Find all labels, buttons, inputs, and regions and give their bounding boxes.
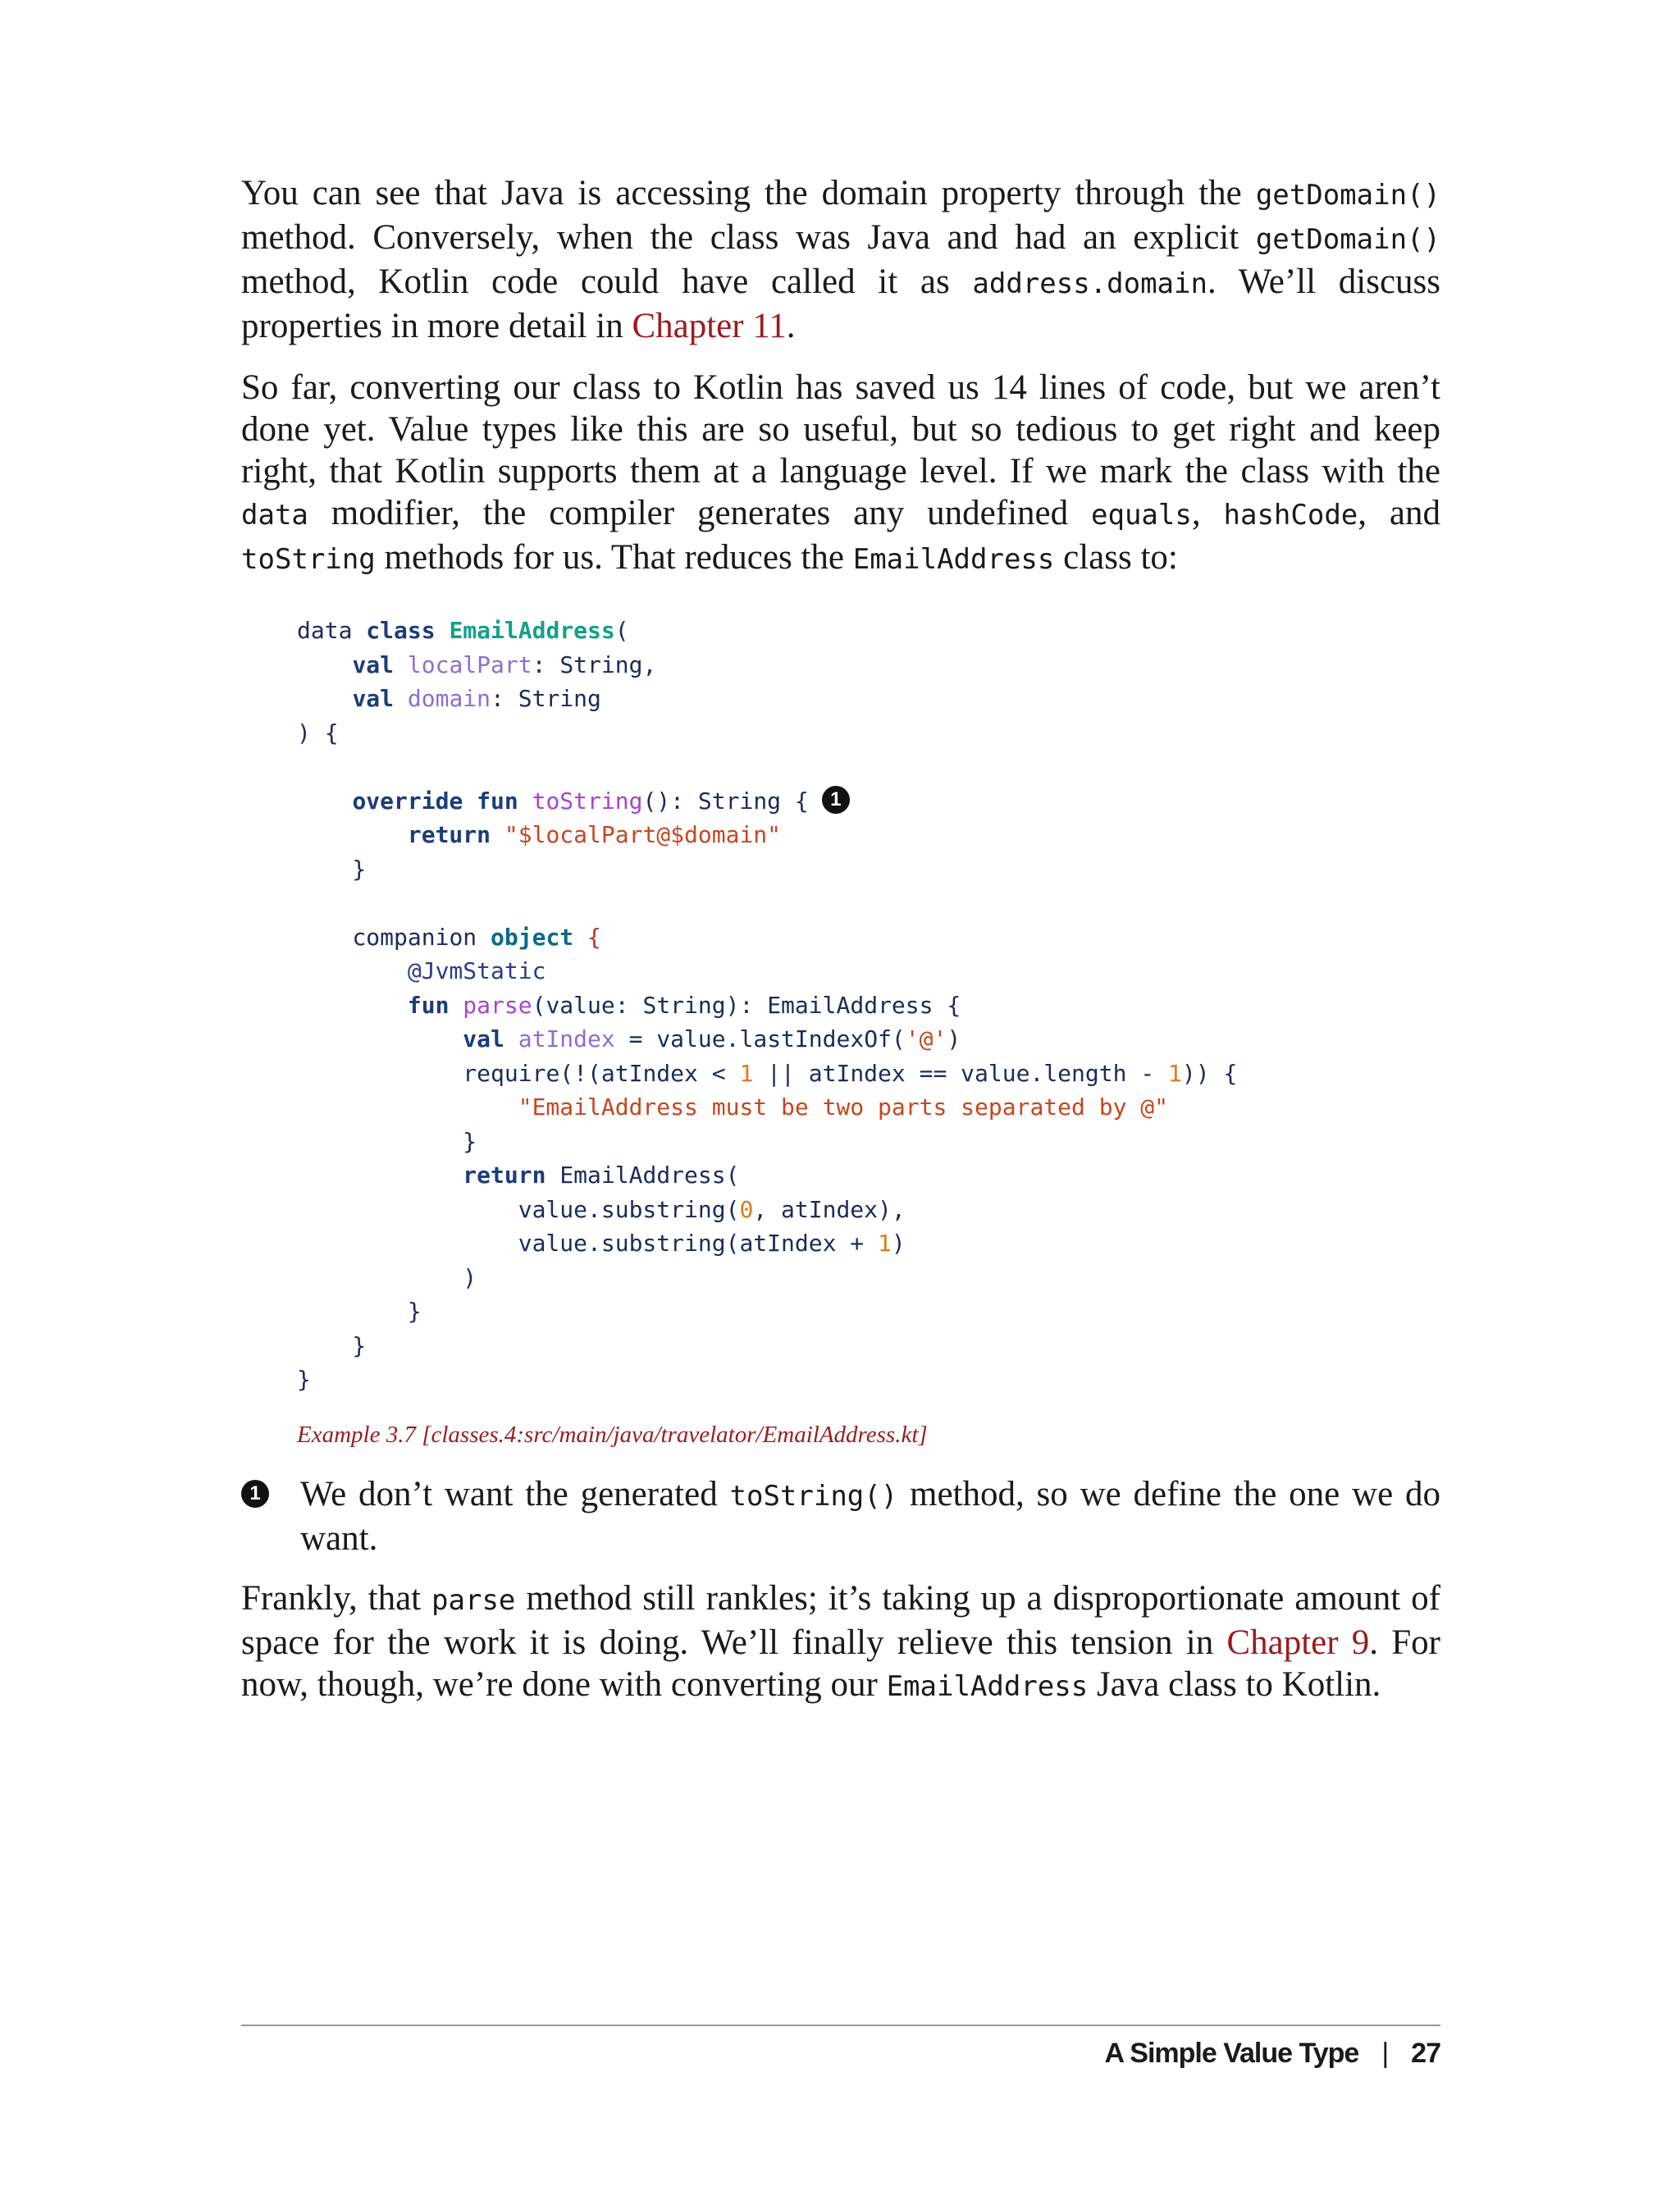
code-token: EmailAddress <box>559 1162 726 1189</box>
code-token: String <box>697 787 782 815</box>
inline-code: hashCode <box>1223 499 1358 532</box>
code-line: fun parse(value: String): EmailAddress { <box>407 991 961 1019</box>
code-token: String <box>559 651 643 678</box>
code-token: atIndex <box>739 1230 837 1257</box>
code-line: data class EmailAddress( <box>297 617 629 644</box>
callout-note <box>241 1473 1440 1559</box>
code-line: ) <box>297 1263 477 1291</box>
code-token: value.substring( <box>518 1230 740 1257</box>
code-token: data <box>297 617 353 644</box>
text: , <box>1191 494 1224 532</box>
code-token: "EmailAddress must be two parts separated by @" <box>518 1093 1169 1121</box>
code-token: 1 <box>1168 1059 1182 1087</box>
text: Frankly, that <box>241 1578 432 1618</box>
code-line: val atIndex = value.lastIndexOf('@') <box>463 1025 961 1052</box>
code-token: return <box>407 821 491 848</box>
code-token: value.substring( <box>518 1195 740 1223</box>
code-token: parse <box>463 991 532 1019</box>
code-line: companion object { <box>352 923 601 951</box>
code-line: } <box>297 1298 422 1325</box>
text: method, so we define the one we do want. <box>300 1474 1440 1558</box>
code-line <box>297 818 1440 852</box>
inline-code: toString <box>241 543 376 576</box>
text: method still rankles; it’s taking up a disproportionate amount of space for the work it is doing. We’ll finally relieve this tension in <box>241 1578 1440 1662</box>
code-token: EmailAddress <box>767 991 934 1019</box>
code-line <box>297 886 1440 920</box>
code-token: atIndex <box>781 1195 879 1223</box>
code-token: object <box>491 923 574 951</box>
text: . <box>786 307 796 345</box>
inline-code: parse <box>431 1583 516 1617</box>
callout-marker: 1 <box>241 1480 269 1508</box>
code-token: @JvmStatic <box>407 957 546 984</box>
code-line: val domain: String <box>352 685 601 712</box>
callout-text <box>300 1473 1440 1559</box>
code-token: '@' <box>905 1025 947 1052</box>
code-line: } <box>297 855 367 883</box>
inline-code: address.domain <box>972 267 1208 300</box>
text: Java class to Kotlin. <box>1088 1664 1381 1704</box>
text: , and <box>1358 494 1441 532</box>
code-token: value.lastIndexOf( <box>656 1025 906 1052</box>
text: . We’ll discuss properties in more detail in <box>241 262 1440 345</box>
inline-code: EmailAddress <box>852 543 1055 576</box>
code-token: toString <box>532 787 643 815</box>
code-token: String <box>642 991 726 1019</box>
code-line: ) { <box>297 719 339 746</box>
chapter-title: A Simple Value Type <box>1104 2038 1359 2069</box>
code-token: || atIndex == value.length - <box>753 1059 1169 1087</box>
code-line: value.substring(0, atIndex), <box>518 1195 906 1223</box>
text: So far, converting our class to Kotlin has saved us 14 lines of code, but we aren’t done yet. Value types like this are so useful, but so tedious to get right and keep right, that Kotlin supports them at a language level. If we mark the class with the <box>241 368 1440 491</box>
text: methods for us. That reduces the <box>375 538 853 577</box>
paragraph-data-class <box>241 367 1440 581</box>
code-token: String <box>518 685 601 712</box>
code-token: override <box>352 787 463 815</box>
code-line <box>297 1090 1440 1125</box>
code-line: } <box>297 1127 477 1155</box>
code-line: require(!(atIndex < 1 || atIndex == value.length - 1)) { <box>463 1059 1238 1087</box>
inline-code: getDomain() <box>1255 223 1440 256</box>
inline-code: getDomain() <box>1255 179 1440 212</box>
code-token: localPart <box>407 651 532 678</box>
text: We don’t want the generated <box>300 1474 730 1513</box>
text: modifier, the compiler generates any undefined <box>308 494 1092 532</box>
code-token: atIndex <box>518 1025 615 1052</box>
code-token: class <box>366 617 436 644</box>
code-token: 1 <box>878 1230 892 1257</box>
code-token: domain <box>407 685 491 712</box>
text: method. Conversely, when the class was Java and had an explicit <box>241 218 1256 257</box>
code-token: require(!(atIndex < <box>463 1059 740 1087</box>
code-token: val <box>463 1025 504 1052</box>
code-token: return <box>463 1162 546 1189</box>
code-token: "$localPart@$domain" <box>504 821 782 848</box>
inline-code: toString() <box>729 1479 898 1513</box>
footer-separator: | <box>1381 2038 1389 2069</box>
page-number: 27 <box>1411 2038 1440 2069</box>
page-body <box>241 172 1440 1728</box>
code-line: value.substring(atIndex + 1) <box>518 1230 906 1257</box>
code-token: companion <box>352 923 477 951</box>
code-token: EmailAddress <box>449 617 615 644</box>
code-token: 1 <box>739 1059 754 1087</box>
text: class to: <box>1054 538 1178 577</box>
inline-code: EmailAddress <box>886 1669 1089 1703</box>
paragraph-parse-method <box>241 1577 1440 1708</box>
code-token: 0 <box>739 1195 754 1223</box>
code-line: override fun toString(): String { 1 <box>297 784 1440 819</box>
inline-code: equals <box>1091 499 1192 532</box>
chapter-9-link[interactable]: Chapter 9 <box>1226 1623 1370 1662</box>
code-line: return EmailAddress( <box>463 1162 740 1189</box>
code-line: val localPart: String, <box>352 651 657 678</box>
callout-marker: 1 <box>822 786 850 814</box>
text: You can see that Java is accessing the domain property through the <box>241 174 1256 212</box>
paragraph-properties <box>241 172 1440 347</box>
code-line: } <box>297 1331 367 1359</box>
code-token: fun <box>407 991 450 1019</box>
code-token: val <box>352 651 395 678</box>
code-line: } <box>297 1366 311 1393</box>
chapter-11-link[interactable]: Chapter 11 <box>632 307 787 345</box>
page-footer <box>1105 2038 1440 2070</box>
example-caption: Example 3.7 [classes.4:src/main/java/travelator/EmailAddress.kt] <box>297 1421 928 1448</box>
code-token: value <box>546 991 615 1019</box>
inline-code: data <box>241 499 308 532</box>
code-listing <box>297 614 1440 1397</box>
code-token: val <box>352 685 395 712</box>
code-line <box>297 954 1440 988</box>
footer-divider <box>241 2025 1440 2026</box>
text: . For now, though, we’re done with converting our <box>241 1623 1440 1704</box>
code-line <box>297 750 1440 784</box>
code-token: fun <box>477 787 518 815</box>
text: method, Kotlin code could have called it as <box>241 262 973 301</box>
